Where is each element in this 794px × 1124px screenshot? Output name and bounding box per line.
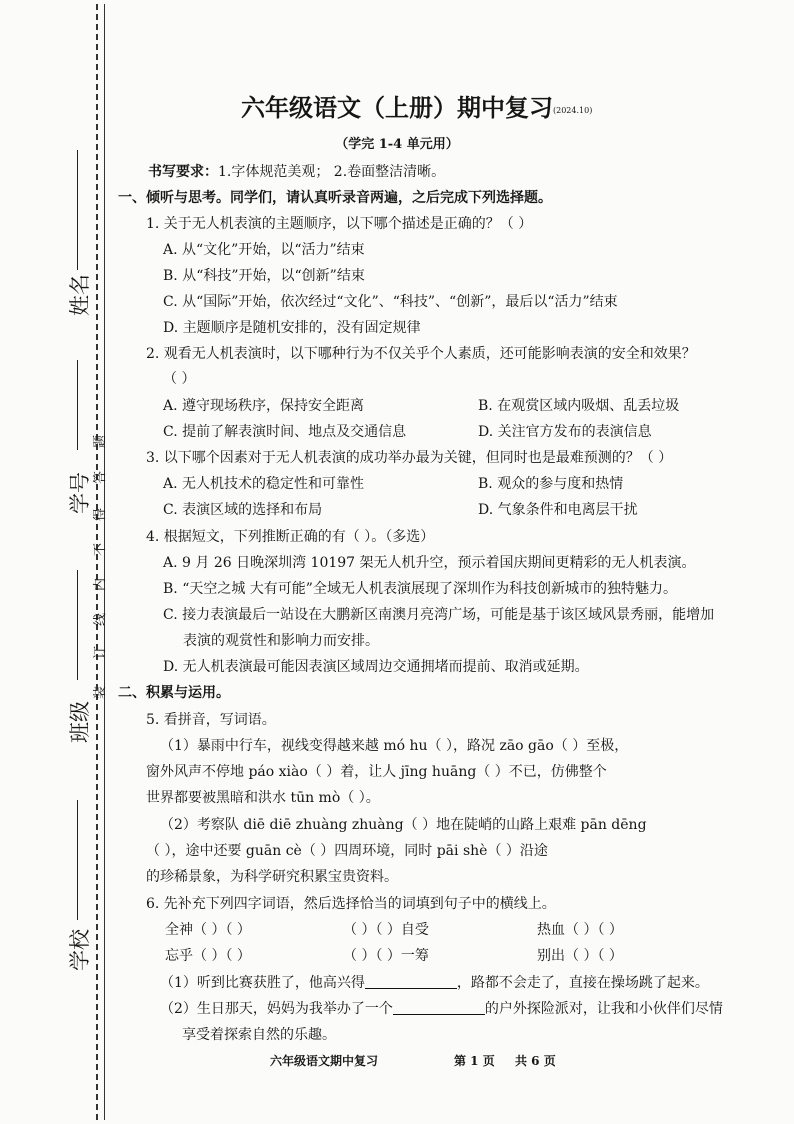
q6-sentence-2-cont: 享受着探索自然的乐趣。 bbox=[182, 1027, 336, 1043]
q5-part1-line1: （1）暴雨中行车，视线变得越来越 mó hu（ ），路况 zāo gāo（ ）至极， bbox=[160, 738, 629, 754]
q4-option-a: A. 9 月 26 日晚深圳湾 10197 架无人机升空，预示着国庆期间更精彩的无人机表演。 bbox=[163, 555, 696, 571]
q5-stem: 5. 看拼音，写词语。 bbox=[146, 712, 276, 728]
q1-option-b: B. 从“科技”开始，以“创新”结束 bbox=[163, 268, 365, 284]
q6-idiom-4: 忘乎（ ）（ ） bbox=[165, 948, 251, 964]
binding-dashed-line bbox=[96, 4, 98, 1120]
page-subtitle: （学完 1-4 单元用） bbox=[335, 137, 459, 152]
q6-idiom-1: 全神（ ）（ ） bbox=[165, 922, 251, 938]
binding-notice-char: 装 bbox=[93, 685, 109, 700]
q2-stem: 2. 观看无人机表演时，以下哪种行为不仅关乎个人素质，还可能影响表演的安全和效果？ bbox=[146, 346, 696, 362]
q6-sentence-1 bbox=[160, 972, 709, 992]
q5-part1-line3: 世界都要被黑暗和洪水 tūn mò（ ）。 bbox=[146, 790, 380, 806]
q6-idiom-5: （ ）（ ）一筹 bbox=[343, 948, 429, 964]
footer-page: 第 1 页 bbox=[454, 1054, 495, 1068]
q6-sentence-1-start: （1）听到比赛获胜了，他高兴得 bbox=[160, 975, 365, 991]
q4-stem: 4. 根据短文，下列推断正确的有（ ）。（多选） bbox=[146, 529, 435, 545]
q1-option-c: C. 从“国际”开始，依次经过“文化”、“科技”、“创新”，最后以“活力”结束 bbox=[163, 294, 618, 310]
q6-idiom-3: 热血（ ）（ ） bbox=[537, 922, 623, 938]
q5-part2-line1: （2）考察队 diē diē zhuàng zhuàng（ ）地在陡峭的山路上艰难 pān dēng bbox=[160, 817, 647, 833]
binding-notice-char: 得 bbox=[93, 507, 109, 522]
q5-part2-line3: 的珍稀景象，为科学研究积累宝贵资料。 bbox=[146, 869, 398, 885]
q4-option-c: C. 接力表演最后一站设在大鹏新区南澳月亮湾广场，可能是基于该区域风景秀丽，能增加 bbox=[163, 607, 715, 623]
school-blank bbox=[77, 800, 78, 920]
q5-part1-line2: 窗外风声不停地 páo xiào（ ）着，让人 jīng huāng（ ）不已，仿佛整个 bbox=[146, 764, 607, 780]
q2-option-a: A. 遵守现场秩序，保持安全距离 bbox=[163, 398, 365, 414]
binding-notice-char: 不 bbox=[93, 542, 109, 557]
footer-total: 共 6 页 bbox=[515, 1054, 556, 1068]
q1-stem: 1. 关于无人机表演的主题顺序，以下哪个描述是正确的？（ ） bbox=[146, 216, 533, 232]
binding-notice-char: 内 bbox=[93, 577, 109, 592]
binding-notice-char: 答 bbox=[93, 470, 109, 485]
q6-sentence-1-end: ，路都不会走了，直接在操场跳了起来。 bbox=[456, 975, 709, 991]
q6-sentence-2-start: （2）生日那天，妈妈为我举办了一个 bbox=[160, 1001, 393, 1017]
q6-sentence-1-blank[interactable] bbox=[365, 974, 457, 989]
q4-option-c-cont: 表演的观赏性和影响力而安排。 bbox=[183, 633, 379, 649]
q3-option-a: A. 无人机技术的稳定性和可靠性 bbox=[163, 476, 365, 492]
student-id-blank bbox=[77, 360, 78, 450]
footer-course: 六年级语文期中复习 bbox=[270, 1054, 379, 1068]
q5-part2-line2: （ ），途中还要 guān cè（ ）四周环境，同时 pāi shè（ ）沿途 bbox=[146, 843, 548, 859]
q6-idiom-2: （ ）（ ）自受 bbox=[343, 922, 429, 938]
school-label: 学校 bbox=[68, 929, 92, 971]
class-label: 班级 bbox=[68, 701, 92, 743]
q3-stem: 3. 以下哪个因素对于无人机表演的成功举办最为关键，但同时也是最难预测的？（ ） bbox=[146, 450, 673, 466]
student-id-label: 学号 bbox=[68, 472, 92, 514]
binding-notice-char: 线 bbox=[93, 612, 109, 627]
title-date: (2024.10) bbox=[553, 106, 593, 115]
writing-req-label: 书写要求： bbox=[148, 164, 218, 180]
q6-idiom-6: 别出（ ）（ ） bbox=[537, 948, 623, 964]
binding-notice-char: 订 bbox=[93, 645, 109, 660]
class-blank bbox=[77, 570, 78, 680]
name-label: 姓名 bbox=[68, 274, 92, 316]
q6-sentence-2-end: 的户外探险派对，让我和小伙伴们尽情 bbox=[484, 1001, 723, 1017]
q6-sentence-2 bbox=[160, 998, 723, 1018]
section2-heading: 二、积累与运用。 bbox=[118, 685, 230, 701]
q1-option-a: A. 从“文化”开始，以“活力”结束 bbox=[163, 242, 365, 258]
q3-option-d: D. 气象条件和电离层干扰 bbox=[478, 502, 638, 518]
q3-option-b: B. 观众的参与度和热情 bbox=[478, 476, 624, 492]
q6-stem: 6. 先补充下列四字词语，然后选择恰当的词填到句子中的横线上。 bbox=[146, 896, 556, 912]
q3-option-c: C. 表演区域的选择和布局 bbox=[163, 502, 323, 518]
writing-req-text: 1.字体规范美观； 2.卷面整洁清晰。 bbox=[218, 164, 446, 180]
name-blank bbox=[77, 150, 78, 270]
q1-option-d: D. 主题顺序是随机安排的，没有固定规律 bbox=[163, 320, 421, 336]
q4-option-b: B. “天空之城 大有可能”全域无人机表演展现了深圳作为科技创新城市的独特魅力。 bbox=[163, 581, 677, 597]
q2-answer-paren: （ ） bbox=[163, 371, 196, 387]
binding-notice-char: 题 bbox=[93, 434, 109, 449]
q6-sentence-2-blank[interactable] bbox=[393, 1000, 485, 1015]
q4-option-d: D. 无人机表演最可能因表演区域周边交通拥堵而提前、取消或延期。 bbox=[163, 659, 589, 675]
page-title: 六年级语文（上册）期中复习 bbox=[241, 94, 553, 122]
q2-option-d: D. 关注官方发布的表演信息 bbox=[478, 424, 652, 440]
writing-requirements bbox=[148, 161, 445, 181]
section1-heading: 一、倾听与思考。同学们，请认真听录音两遍，之后完成下列选择题。 bbox=[118, 190, 552, 206]
binding-solid-line bbox=[104, 4, 105, 1120]
q2-option-c: C. 提前了解表演时间、地点及交通信息 bbox=[163, 424, 407, 440]
q2-option-b: B. 在观赏区域内吸烟、乱丢垃圾 bbox=[478, 398, 680, 414]
